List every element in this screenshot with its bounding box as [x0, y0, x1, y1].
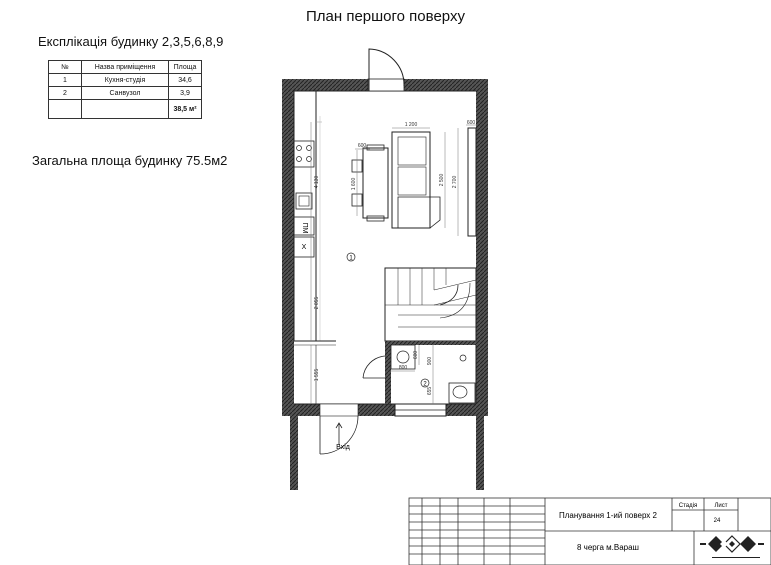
- floor-drain-icon: [460, 355, 466, 361]
- dim-4130: 4 130: [314, 175, 320, 189]
- page-title: План першого поверху: [306, 8, 465, 25]
- explication-title: Експлікація будинку 2,3,5,6,8,9: [38, 34, 224, 49]
- dim-600-shelf: 600: [466, 120, 476, 126]
- dim-655: 655: [427, 386, 433, 396]
- window-bottom: [395, 404, 446, 416]
- staircase: [385, 268, 476, 341]
- wall-top-left: [282, 79, 368, 91]
- dim-1600: 1 600: [351, 177, 357, 191]
- stage-header: Стадія: [678, 503, 698, 509]
- wall-top-right: [404, 79, 488, 91]
- dim-600-table: 600: [357, 143, 367, 149]
- total-area: Загальна площа будинку 75.5м2: [32, 153, 228, 168]
- kitchen-counter: [294, 91, 336, 404]
- sheet-number: 24: [713, 518, 721, 524]
- wall-left: [282, 79, 294, 415]
- row-name: Кухня-студія: [82, 74, 169, 87]
- dim-1200: 1 200: [404, 122, 418, 128]
- dim-2055: 2 055: [314, 296, 320, 310]
- wall-right: [476, 79, 488, 415]
- dim-600-bath: 600: [413, 350, 419, 360]
- sheet-header: Лист: [714, 503, 728, 509]
- row-num: 2: [49, 87, 82, 100]
- top-door: [368, 49, 404, 91]
- dim-800: 800: [398, 365, 408, 371]
- wall-bottom-right: [446, 404, 488, 416]
- row-area: 34,6: [169, 74, 202, 87]
- header-name: Назва приміщення: [82, 61, 169, 74]
- wall-bottom-left: [282, 404, 320, 416]
- dim-2700: 2 700: [452, 175, 458, 189]
- room-marker-1-label: 1: [349, 255, 353, 262]
- drawing-name: Планування 1-ий поверх 2: [559, 511, 657, 520]
- row-name: Санвузол: [82, 87, 169, 100]
- dim-1555: 1 555: [314, 368, 320, 382]
- header-num: №: [49, 61, 82, 74]
- sofa: [392, 132, 440, 228]
- tv-shelf: [468, 128, 476, 236]
- project-name: 8 черга м.Вараш: [577, 543, 639, 552]
- dishwasher-label: ПМ: [301, 222, 308, 234]
- room-marker-2-label: 2: [423, 381, 427, 388]
- row-area: 3,9: [169, 87, 202, 100]
- fridge-label: Х: [301, 244, 307, 251]
- bathroom: [363, 341, 476, 404]
- wall-bottom-mid: [358, 404, 395, 416]
- sink-icon: [296, 193, 312, 209]
- porch-wall-right: [476, 416, 484, 490]
- entrance-label: Вхід: [336, 444, 350, 451]
- dining-table: [352, 145, 388, 221]
- logo-icon: [700, 536, 764, 558]
- header-area: Площа: [169, 61, 202, 74]
- table-total: 38,5 м²: [169, 100, 202, 119]
- dim-900: 900: [427, 356, 433, 366]
- row-num: 1: [49, 74, 82, 87]
- bathroom-door: [363, 356, 385, 378]
- dim-2500: 2 500: [439, 173, 445, 187]
- porch-wall-left: [290, 416, 298, 490]
